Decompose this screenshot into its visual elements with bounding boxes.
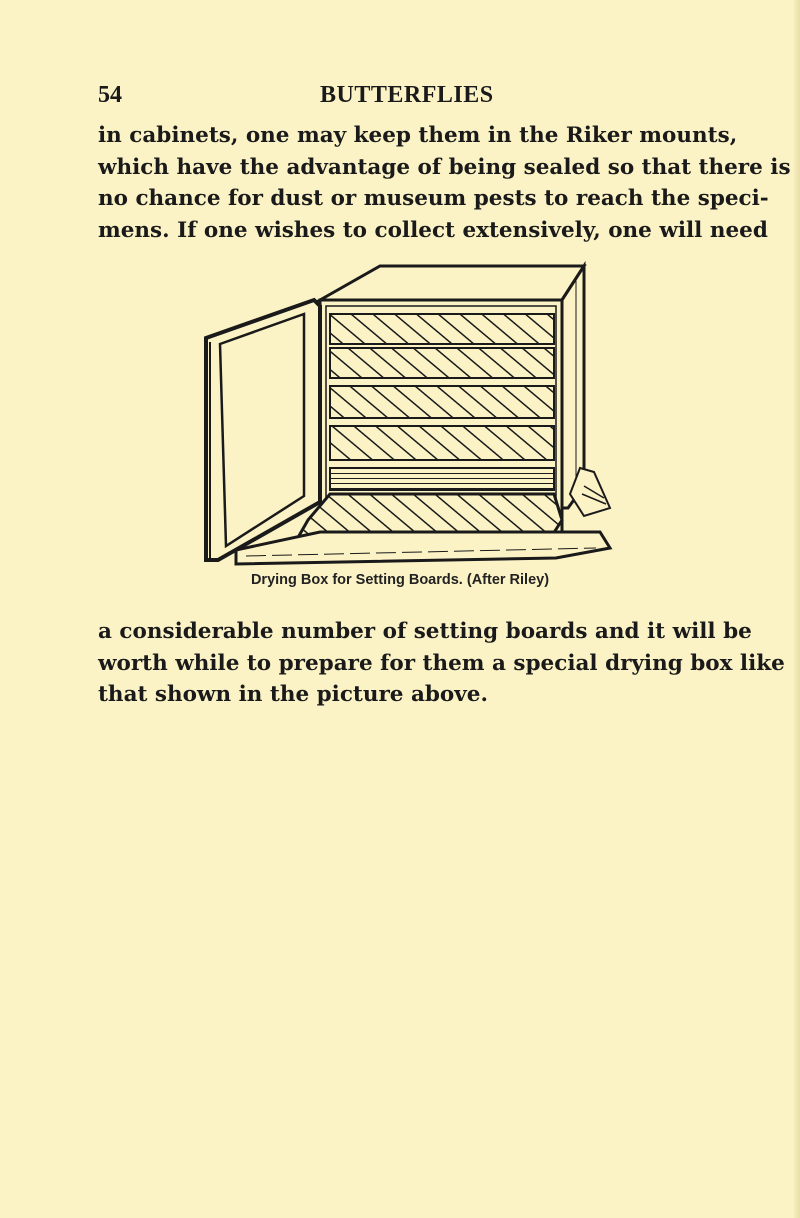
page-number: 54 <box>98 82 122 108</box>
text-line: in cabinets, one may keep them in the Riker mounts, <box>98 123 738 148</box>
figure-caption: Drying Box for Setting Boards. (After Riley) <box>250 572 550 588</box>
setting-board-tray-dark <box>330 468 554 490</box>
box-base <box>236 532 610 564</box>
page-header <box>98 82 728 116</box>
text-line: mens. If one wishes to collect extensively, one will need <box>98 217 768 243</box>
text-line: that shown in the picture above. <box>98 682 488 707</box>
drying-box-illustration <box>196 258 626 568</box>
text-line: worth while to prepare for them a special drying box like <box>98 650 785 676</box>
box-top <box>320 266 584 300</box>
setting-board-tray <box>330 314 554 344</box>
open-glass-door <box>206 300 320 560</box>
text-line: which have the advantage of being sealed so that there is <box>98 154 791 180</box>
page-edge-shadow <box>794 0 800 1218</box>
body-paragraph-2 <box>98 616 785 711</box>
text-line: no chance for dust or museum pests to reach the speci- <box>98 186 769 211</box>
running-head-title: BUTTERFLIES <box>320 82 494 108</box>
setting-board-tray <box>330 348 554 378</box>
text-line: a considerable number of setting boards and it will be <box>98 619 752 644</box>
setting-board-tray <box>330 426 554 460</box>
body-paragraph-1 <box>98 120 791 246</box>
setting-board-tray <box>330 386 554 418</box>
